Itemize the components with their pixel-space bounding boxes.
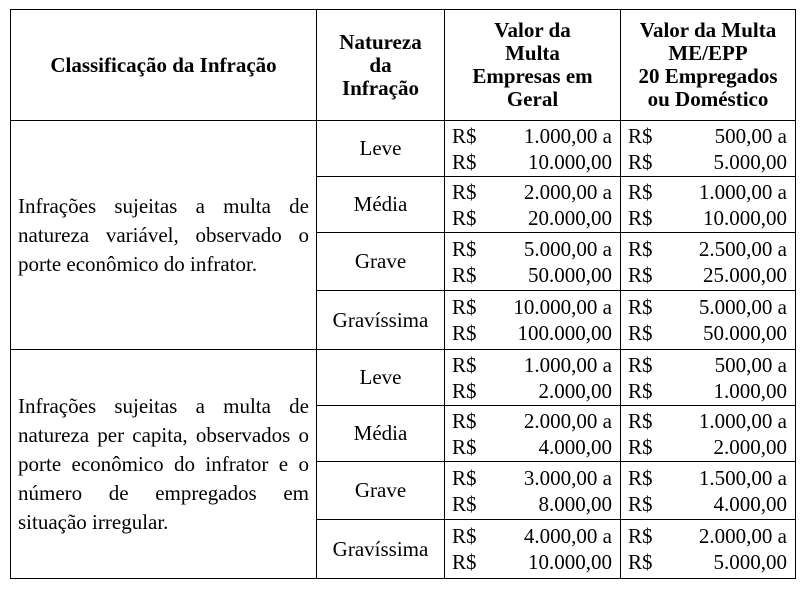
amount-value: 2.500,00 a <box>698 236 787 261</box>
valor-me-epp-cell <box>621 121 796 177</box>
value-line <box>621 205 795 231</box>
value-line <box>621 549 795 575</box>
amount-value: 5.000,00 <box>713 550 787 574</box>
valor-geral-cell <box>445 121 621 177</box>
amount-value: 50.000,00 <box>703 321 787 345</box>
valor-me-epp-cell <box>621 406 796 462</box>
value-line <box>621 179 795 205</box>
value-line <box>621 262 795 288</box>
valor-geral-cell <box>445 233 621 291</box>
amount-value: 2.000,00 a <box>523 408 612 433</box>
amount-value: 2.000,00 <box>538 378 612 403</box>
currency-label: R$ <box>452 123 477 148</box>
natureza-cell: Grave <box>317 462 445 520</box>
amount-value: 5.000,00 a <box>523 236 612 261</box>
amount-value: 3.000,00 a <box>523 465 612 490</box>
amount-value: 4.000,00 a <box>523 524 612 548</box>
value-line <box>621 236 795 262</box>
value-line <box>621 320 795 346</box>
amount-value: 500,00 a <box>714 352 787 377</box>
amount-value: 2.000,00 a <box>698 524 787 548</box>
value-line <box>445 434 620 460</box>
currency-label: R$ <box>452 321 477 345</box>
value-line <box>621 523 795 549</box>
currency-label: R$ <box>628 352 653 377</box>
amount-value: 2.000,00 a <box>523 179 612 204</box>
amount-value: 8.000,00 <box>538 491 612 516</box>
valor-geral-cell <box>445 350 621 406</box>
amount-value: 4.000,00 <box>538 434 612 459</box>
amount-value: 2.000,00 <box>713 434 787 459</box>
header-valor-geral <box>445 10 621 121</box>
natureza-cell: Leve <box>317 350 445 406</box>
value-line <box>621 378 795 404</box>
natureza-cell: Leve <box>317 121 445 177</box>
amount-value: 1.000,00 a <box>523 352 612 377</box>
currency-label: R$ <box>452 408 477 433</box>
header-line: Empresas em <box>472 64 593 88</box>
currency-label: R$ <box>628 434 653 459</box>
currency-label: R$ <box>628 465 653 490</box>
valor-geral-cell <box>445 177 621 233</box>
currency-label: R$ <box>628 378 653 403</box>
valor-geral-cell <box>445 462 621 520</box>
amount-value: 1.500,00 a <box>698 465 787 490</box>
fines-table <box>10 9 796 579</box>
currency-label: R$ <box>628 149 653 174</box>
value-line <box>445 352 620 378</box>
currency-label: R$ <box>452 262 477 287</box>
value-line <box>621 149 795 175</box>
amount-value: 500,00 a <box>714 123 787 148</box>
value-line <box>445 123 620 149</box>
value-line <box>621 465 795 491</box>
amount-value: 25.000,00 <box>703 262 787 287</box>
natureza-cell: Grave <box>317 233 445 291</box>
value-line <box>445 149 620 175</box>
currency-label: R$ <box>628 491 653 516</box>
currency-label: R$ <box>452 205 477 230</box>
valor-me-epp-cell <box>621 520 796 579</box>
natureza-cell: Gravíssima <box>317 520 445 579</box>
header-line: Natureza <box>339 29 422 54</box>
value-line <box>621 123 795 149</box>
currency-label: R$ <box>628 295 653 319</box>
header-row <box>11 10 796 121</box>
valor-geral-cell <box>445 406 621 462</box>
currency-label: R$ <box>452 434 477 459</box>
table-body <box>11 121 796 579</box>
header-natureza <box>317 10 445 121</box>
valor-me-epp-cell <box>621 291 796 350</box>
currency-label: R$ <box>452 491 477 516</box>
value-line <box>445 523 620 549</box>
amount-value: 4.000,00 <box>713 491 787 516</box>
amount-value: 10.000,00 <box>528 149 612 174</box>
currency-label: R$ <box>628 524 653 548</box>
value-line <box>621 294 795 320</box>
value-line <box>445 465 620 491</box>
currency-label: R$ <box>452 295 477 319</box>
valor-me-epp-cell <box>621 233 796 291</box>
value-line <box>445 408 620 434</box>
currency-label: R$ <box>452 236 477 261</box>
value-line <box>621 408 795 434</box>
currency-label: R$ <box>628 321 653 345</box>
amount-value: 10.000,00 <box>528 550 612 574</box>
table-row <box>11 121 796 177</box>
amount-value: 1.000,00 <box>713 378 787 403</box>
valor-me-epp-cell <box>621 177 796 233</box>
header-line: Valor da <box>494 18 571 42</box>
value-line <box>445 549 620 575</box>
table-row <box>11 350 796 406</box>
amount-value: 10.000,00 <box>703 205 787 230</box>
valor-me-epp-cell <box>621 350 796 406</box>
natureza-cell: Média <box>317 406 445 462</box>
value-line <box>621 434 795 460</box>
header-line: Multa <box>505 41 560 65</box>
amount-value: 20.000,00 <box>528 205 612 230</box>
value-line <box>445 320 620 346</box>
currency-label: R$ <box>628 205 653 230</box>
amount-value: 100.000,00 <box>517 321 612 345</box>
amount-value: 1.000,00 a <box>698 408 787 433</box>
currency-label: R$ <box>452 550 477 574</box>
currency-label: R$ <box>628 408 653 433</box>
amount-value: 50.000,00 <box>528 262 612 287</box>
value-line <box>445 179 620 205</box>
header-classificacao: Classificação da Infração <box>11 10 317 121</box>
currency-label: R$ <box>628 550 653 574</box>
currency-label: R$ <box>628 236 653 261</box>
amount-value: 1.000,00 a <box>523 123 612 148</box>
valor-me-epp-cell <box>621 462 796 520</box>
header-line: Infração <box>342 75 419 100</box>
amount-value: 5.000,00 <box>713 149 787 174</box>
currency-label: R$ <box>628 262 653 287</box>
currency-label: R$ <box>628 123 653 148</box>
currency-label: R$ <box>452 524 477 548</box>
header-line: ou Doméstico <box>647 87 769 111</box>
amount-value: 5.000,00 a <box>698 295 787 319</box>
currency-label: R$ <box>452 149 477 174</box>
value-line <box>445 378 620 404</box>
currency-label: R$ <box>452 465 477 490</box>
natureza-cell: Média <box>317 177 445 233</box>
value-line <box>445 236 620 262</box>
value-line <box>445 491 620 517</box>
valor-geral-cell <box>445 291 621 350</box>
amount-value: 1.000,00 a <box>698 179 787 204</box>
header-valor-me-epp <box>621 10 796 121</box>
value-line <box>445 294 620 320</box>
header-line: da <box>369 52 392 77</box>
currency-label: R$ <box>452 378 477 403</box>
header-line: Valor da Multa <box>639 18 777 42</box>
value-line <box>445 262 620 288</box>
header-line: Geral <box>506 87 559 111</box>
header-line: 20 Empregados <box>638 64 778 88</box>
value-line <box>621 491 795 517</box>
valor-geral-cell <box>445 520 621 579</box>
classificacao-cell: Infrações sujeitas a multa de natureza per capita, observados o porte econômico do infrator e o número de empregados em situação irregular. <box>11 350 317 579</box>
header-line: ME/EPP <box>668 41 748 65</box>
value-line <box>445 205 620 231</box>
classificacao-cell: Infrações sujeitas a multa de natureza variável, observado o porte econômico do infrator. <box>11 121 317 350</box>
currency-label: R$ <box>452 352 477 377</box>
natureza-cell: Gravíssima <box>317 291 445 350</box>
amount-value: 10.000,00 a <box>513 295 612 319</box>
currency-label: R$ <box>452 179 477 204</box>
currency-label: R$ <box>628 179 653 204</box>
value-line <box>621 352 795 378</box>
